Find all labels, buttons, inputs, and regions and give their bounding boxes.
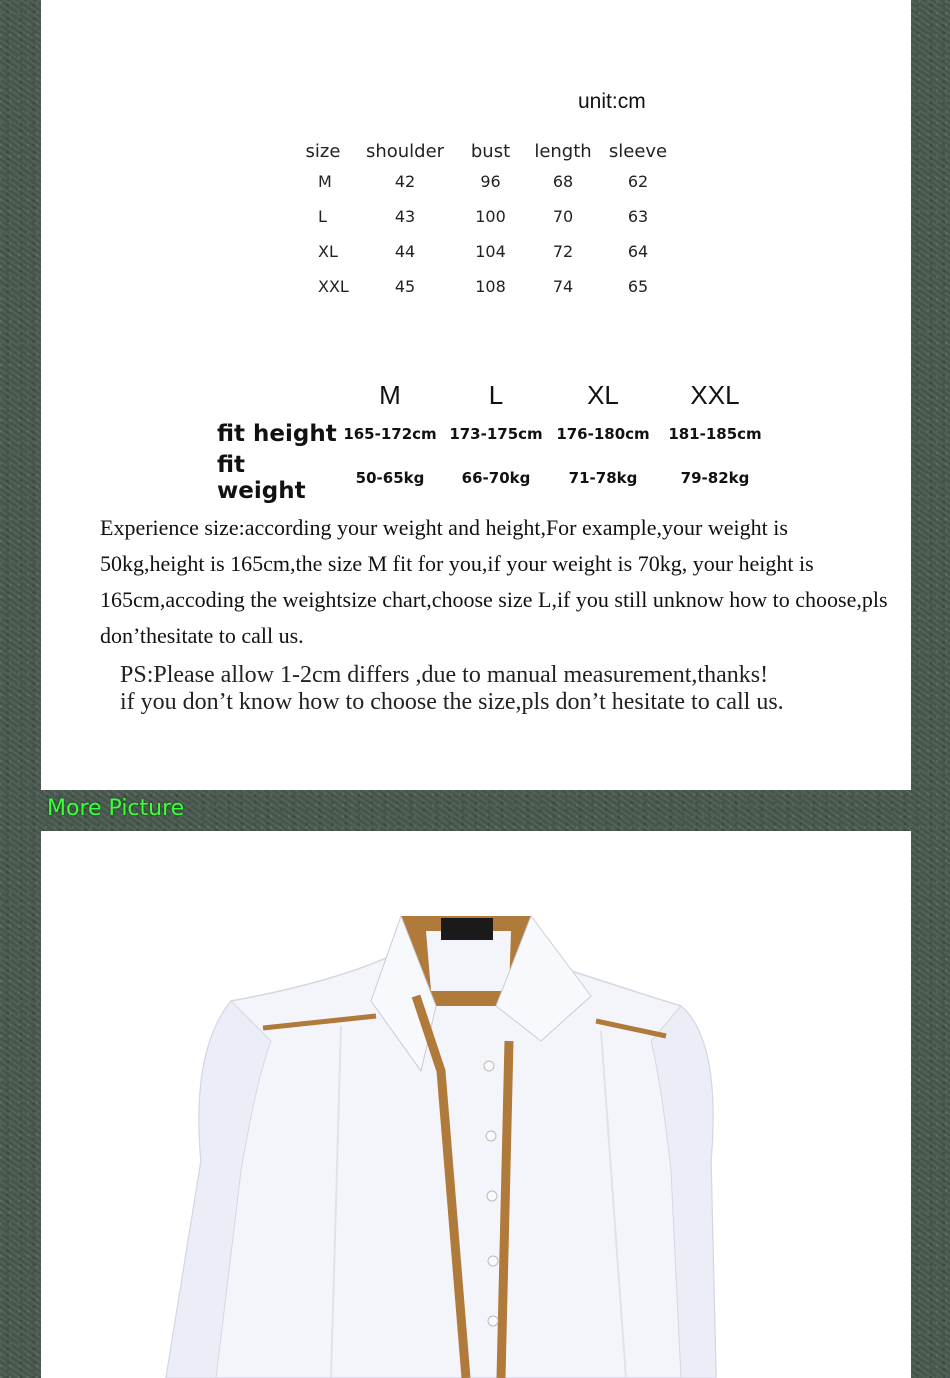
fit-size-xxl: XXL bbox=[690, 379, 740, 410]
cell-sleeve: 64 bbox=[627, 242, 649, 261]
cell-shoulder: 43 bbox=[394, 207, 416, 226]
fit-height-value: 176-180cm bbox=[556, 425, 650, 443]
cell-shoulder: 45 bbox=[394, 277, 416, 296]
fit-weight-row bbox=[211, 452, 773, 504]
cell-length: 74 bbox=[552, 277, 574, 296]
fit-weight-value: 66-70kg bbox=[461, 469, 531, 487]
cell-sleeve: 62 bbox=[627, 172, 649, 191]
measurement-header-row bbox=[289, 138, 678, 164]
shirt-button bbox=[488, 1256, 498, 1266]
cell-bust: 100 bbox=[475, 207, 506, 226]
fit-size-header-row bbox=[211, 374, 773, 416]
cell-shoulder: 42 bbox=[394, 172, 416, 191]
table-row bbox=[289, 199, 678, 234]
cell-bust: 108 bbox=[475, 277, 506, 296]
more-picture-panel bbox=[41, 831, 911, 1378]
experience-size-text: Experience size:according your weight and height,For example,your weight is 50kg,height is 165cm,the size M fit for you,if your weight is 70kg, your height is 165cm,accoding the weightsize chart,choose size L,if you still unknow how to choose,pls don’thesitate to call us. bbox=[100, 515, 888, 648]
unit-label: unit:cm bbox=[578, 90, 646, 113]
cell-length: 72 bbox=[552, 242, 574, 261]
fit-height-label: fit height bbox=[217, 421, 337, 447]
shirt-body bbox=[166, 941, 716, 1378]
header-shoulder: shoulder bbox=[365, 140, 445, 162]
table-row bbox=[289, 164, 678, 199]
header-size: size bbox=[305, 140, 341, 162]
fit-weight-value: 79-82kg bbox=[680, 469, 750, 487]
header-bust: bust bbox=[470, 140, 511, 162]
fit-size-m: M bbox=[379, 379, 401, 410]
cell-shoulder: 44 bbox=[394, 242, 416, 261]
fit-size-l: L bbox=[488, 379, 504, 410]
cell-bust: 104 bbox=[475, 242, 506, 261]
cell-size: XL bbox=[318, 242, 338, 261]
cell-length: 68 bbox=[552, 172, 574, 191]
cell-size: L bbox=[318, 207, 327, 226]
table-row bbox=[289, 269, 678, 304]
ps-line-2: if you don’t know how to choose the size,pls don’t hesitate to call us. bbox=[120, 689, 784, 715]
shirt-button bbox=[487, 1191, 497, 1201]
cell-sleeve: 63 bbox=[627, 207, 649, 226]
fit-corner bbox=[211, 374, 337, 416]
fit-size-xl: XL bbox=[587, 379, 619, 410]
fit-weight-label: fit weight bbox=[217, 452, 306, 504]
cell-length: 70 bbox=[552, 207, 574, 226]
shirt-button bbox=[488, 1316, 498, 1326]
cell-size: XXL bbox=[318, 277, 349, 296]
fit-height-row bbox=[211, 416, 773, 452]
fit-height-value: 173-175cm bbox=[449, 425, 543, 443]
fit-chart-table bbox=[211, 374, 773, 504]
fit-height-value: 181-185cm bbox=[668, 425, 762, 443]
ps-line-1: PS:Please allow 1-2cm differs ,due to manual measurement,thanks! bbox=[120, 662, 769, 688]
shirt-button bbox=[484, 1061, 494, 1071]
measurement-table bbox=[289, 138, 678, 304]
fit-weight-value: 50-65kg bbox=[355, 469, 425, 487]
cell-size: M bbox=[318, 172, 332, 191]
ps-note bbox=[120, 662, 900, 716]
cell-bust: 96 bbox=[480, 172, 501, 191]
fit-height-value: 165-172cm bbox=[343, 425, 437, 443]
header-sleeve: sleeve bbox=[608, 140, 668, 162]
cell-sleeve: 65 bbox=[627, 277, 649, 296]
fit-weight-value: 71-78kg bbox=[568, 469, 638, 487]
table-row bbox=[289, 234, 678, 269]
header-length: length bbox=[534, 140, 592, 162]
shirt-label bbox=[441, 918, 493, 940]
size-info-panel bbox=[41, 0, 911, 790]
shirt-button bbox=[486, 1131, 496, 1141]
white-shirt-image bbox=[41, 831, 911, 1378]
more-picture-label: More Picture bbox=[47, 796, 185, 821]
